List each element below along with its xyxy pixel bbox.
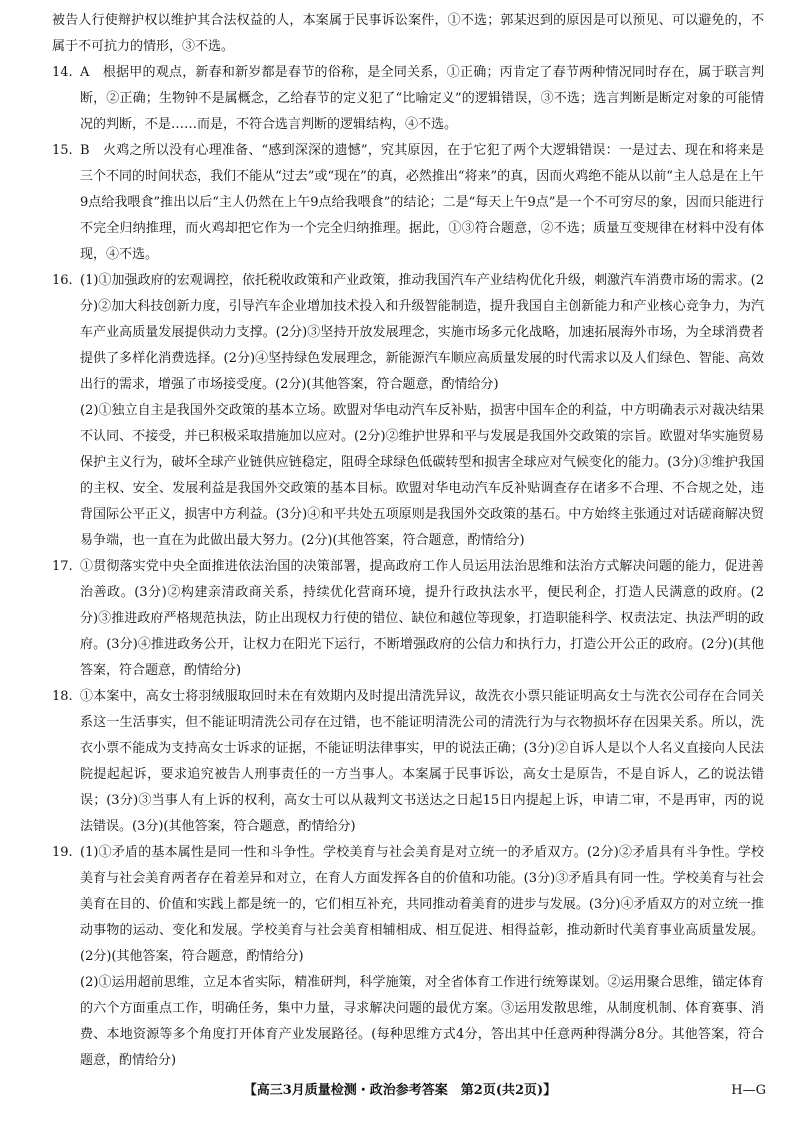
answer-item-16 <box>52 268 764 554</box>
answer-item-18 <box>52 684 764 840</box>
item-number: 17. <box>52 559 73 574</box>
item-text: B 火鸡之所以没有心理准备、“感到深深的遗憾”，究其原因，在于它犯了两个大逻辑错误：一是过去、现在和将来是三个不同的时间状态，我们不能从“过去”或“现在”的真，必然推出“将来”的真，因而火鸡绝不能从以前“主人总是在上午9点给我喂食”推出以后“主人仍然在上午9点给我喂食”的结论；二是“每天上午9点”是一个不可穷尽的象，因而只能进行不完全归纳推理，而火鸡却把它作为一个完全归纳推理。据此，①③符合题意，②不选；质量互变规律在材料中没有体现，④不选。 <box>80 143 764 262</box>
footer-title: 【高三3月质量检测・政治参考答案 第2页(共2页)】 <box>243 1083 557 1098</box>
page-footer <box>0 1080 800 1102</box>
item-text-part-1: (1)①加强政府的宏观调控，依托税收政策和产业政策，推动我国汽车产业结构优化升级，刺激汽车消费市场的需求。(2分)②加大科技创新力度，引导汽车企业增加技术投入和升级智能制造，提升我国自主创新能力和产业核心竞争力，为汽车产业高质量发展提供动力支撑。(2分)③坚持开放发展理念，实施市场多元化战略，加速拓展海外市场，为全球消费者提供了多样化消费选择。(2分)④坚持绿色发展理念，新能源汽车顺应高质量发展的时代需求以及人们绿色、智能、高效出行的需求，增强了市场接受度。(2分)(其他答案，符合题意，酌情给分) <box>80 273 764 392</box>
item-number: 19. <box>52 845 73 860</box>
item-text-part-2: (2)①独立自主是我国外交政策的基本立场。欧盟对华电动汽车反补贴，损害中国车企的利益，中方明确表示对裁决结果不认同、不接受，并已积极采取措施加以应对。(2分)②维护世界和平与发展是我国外交政策的宗旨。欧盟对华实施贸易保护主义行为，破坏全球产业链供应链稳定，阻碍全球绿色低碳转型和损害全球应对气候变化的能力。(3分)③维护我国的主权、安全、发展利益是我国外交政策的基本目标。欧盟对华电动汽车反补贴调查存在诸多不合理、不合规之处，违背国际公平正义，损害中方利益。(3分)④和平共处五项原则是我国外交政策的基石。中方始终主张通过对话磋商解决贸易争端，也一直在为此做出最大努力。(2分)(其他答案，符合题意，酌情给分) <box>80 403 764 548</box>
intro-paragraph: 被告人行使辩护权以维护其合法权益的人，本案属于民事诉讼案件，①不选；郭某迟到的原因是可以预见、可以避免的，不属于不可抗力的情形，③不选。 <box>52 13 764 54</box>
item-text: ①本案中，高女士将羽绒服取回时未在有效期内及时提出清洗异议，故洗衣小票只能证明高女士与洗衣公司存在合同关系这一生活事实，但不能证明清洗公司存在过错，也不能证明清洗公司的清洗行为与衣物损坏存在因果关系。所以，洗衣小票不能成为支持高女士诉求的证据，不能证明法律事实，甲的说法正确；(3分)②自诉人是以个人名义直接向人民法院提起起诉，要求追究被告人刑事责任的一方当事人。本案属于民事诉讼，高女士是原告，不是自诉人，乙的说法错误；(3分)③当事人有上诉的权利，高女士可以从裁判文书送达之日起15日内提起上诉，申请二审，不是再审，丙的说法错误。(3分)(其他答案，符合题意，酌情给分) <box>80 689 764 834</box>
item-text-part-1: (1)①矛盾的基本属性是同一性和斗争性。学校美育与社会美育是对立统一的矛盾双方。(2分)②矛盾具有斗争性。学校美育与社会美育两者存在着差异和对立，在育人方面发挥各自的价值和功能。(3分)③矛盾具有同一性。学校美育与社会美育在目的、价值和实践上都是统一的，它们相互补充，共同推动着美育的进步与发展。(3分)④矛盾双方的对立统一推动事物的运动、变化和发展。学校美育与社会美育相辅相成、相互促进、相得益彰，推动新时代美育事业高质量发展。(2分)(其他答案，符合题意，酌情给分) <box>80 845 764 964</box>
answer-sheet-page <box>52 8 764 1074</box>
item-number: 18. <box>52 689 73 704</box>
answer-item-19 <box>52 840 764 1074</box>
item-text: A 根据甲的观点，新春和新岁都是春节的俗称，是全同关系，①正确；丙肯定了春节两种情况同时存在，属于联言判断，②正确；生物钟不是属概念，乙给春节的定义犯了“比喻定义”的逻辑错误，③不选；选言判断是断定对象的可能情况的判断，不是……而是，不符合选言判断的逻辑结构，④不选。 <box>80 65 764 132</box>
answer-item-14 <box>52 60 764 138</box>
item-number: 16. <box>52 273 73 288</box>
answer-item-17 <box>52 554 764 684</box>
answer-item-15 <box>52 138 764 268</box>
item-number: 14. <box>52 65 73 80</box>
item-text: ①贯彻落实党中央全面推进依法治国的决策部署，提高政府工作人员运用法治思维和法治方式解决问题的能力，促进善治善政。(3分)②构建亲清政商关系，持续优化营商环境，提升行政执法水平，便民利企，打造人民满意的政府。(2分)③推进政府严格规范执法，防止出现权力行使的错位、缺位和越位等现象，打造职能科学、权责法定、执法严明的政府。(3分)④推进政务公开，让权力在阳光下运行，不断增强政府的公信力和执行力，打造公开公正的政府。(2分)(其他答案，符合题意，酌情给分) <box>80 559 764 678</box>
item-number: 15. <box>52 143 73 158</box>
item-text-part-2: (2)①运用超前思维，立足本省实际，精准研判，科学施策，对全省体育工作进行统筹谋划。②运用聚合思维，锚定体育的六个方面重点工作，明确任务，集中力量，寻求解决问题的最优方案。③运用发散思维，从制度机制、体育赛事、消费、本地资源等多个角度打开体育产业发展路径。(每种思维方式4分，答出其中任意两种得满分8分。其他答案，符合题意，酌情给分) <box>80 975 764 1068</box>
footer-code: H—G <box>731 1083 766 1098</box>
